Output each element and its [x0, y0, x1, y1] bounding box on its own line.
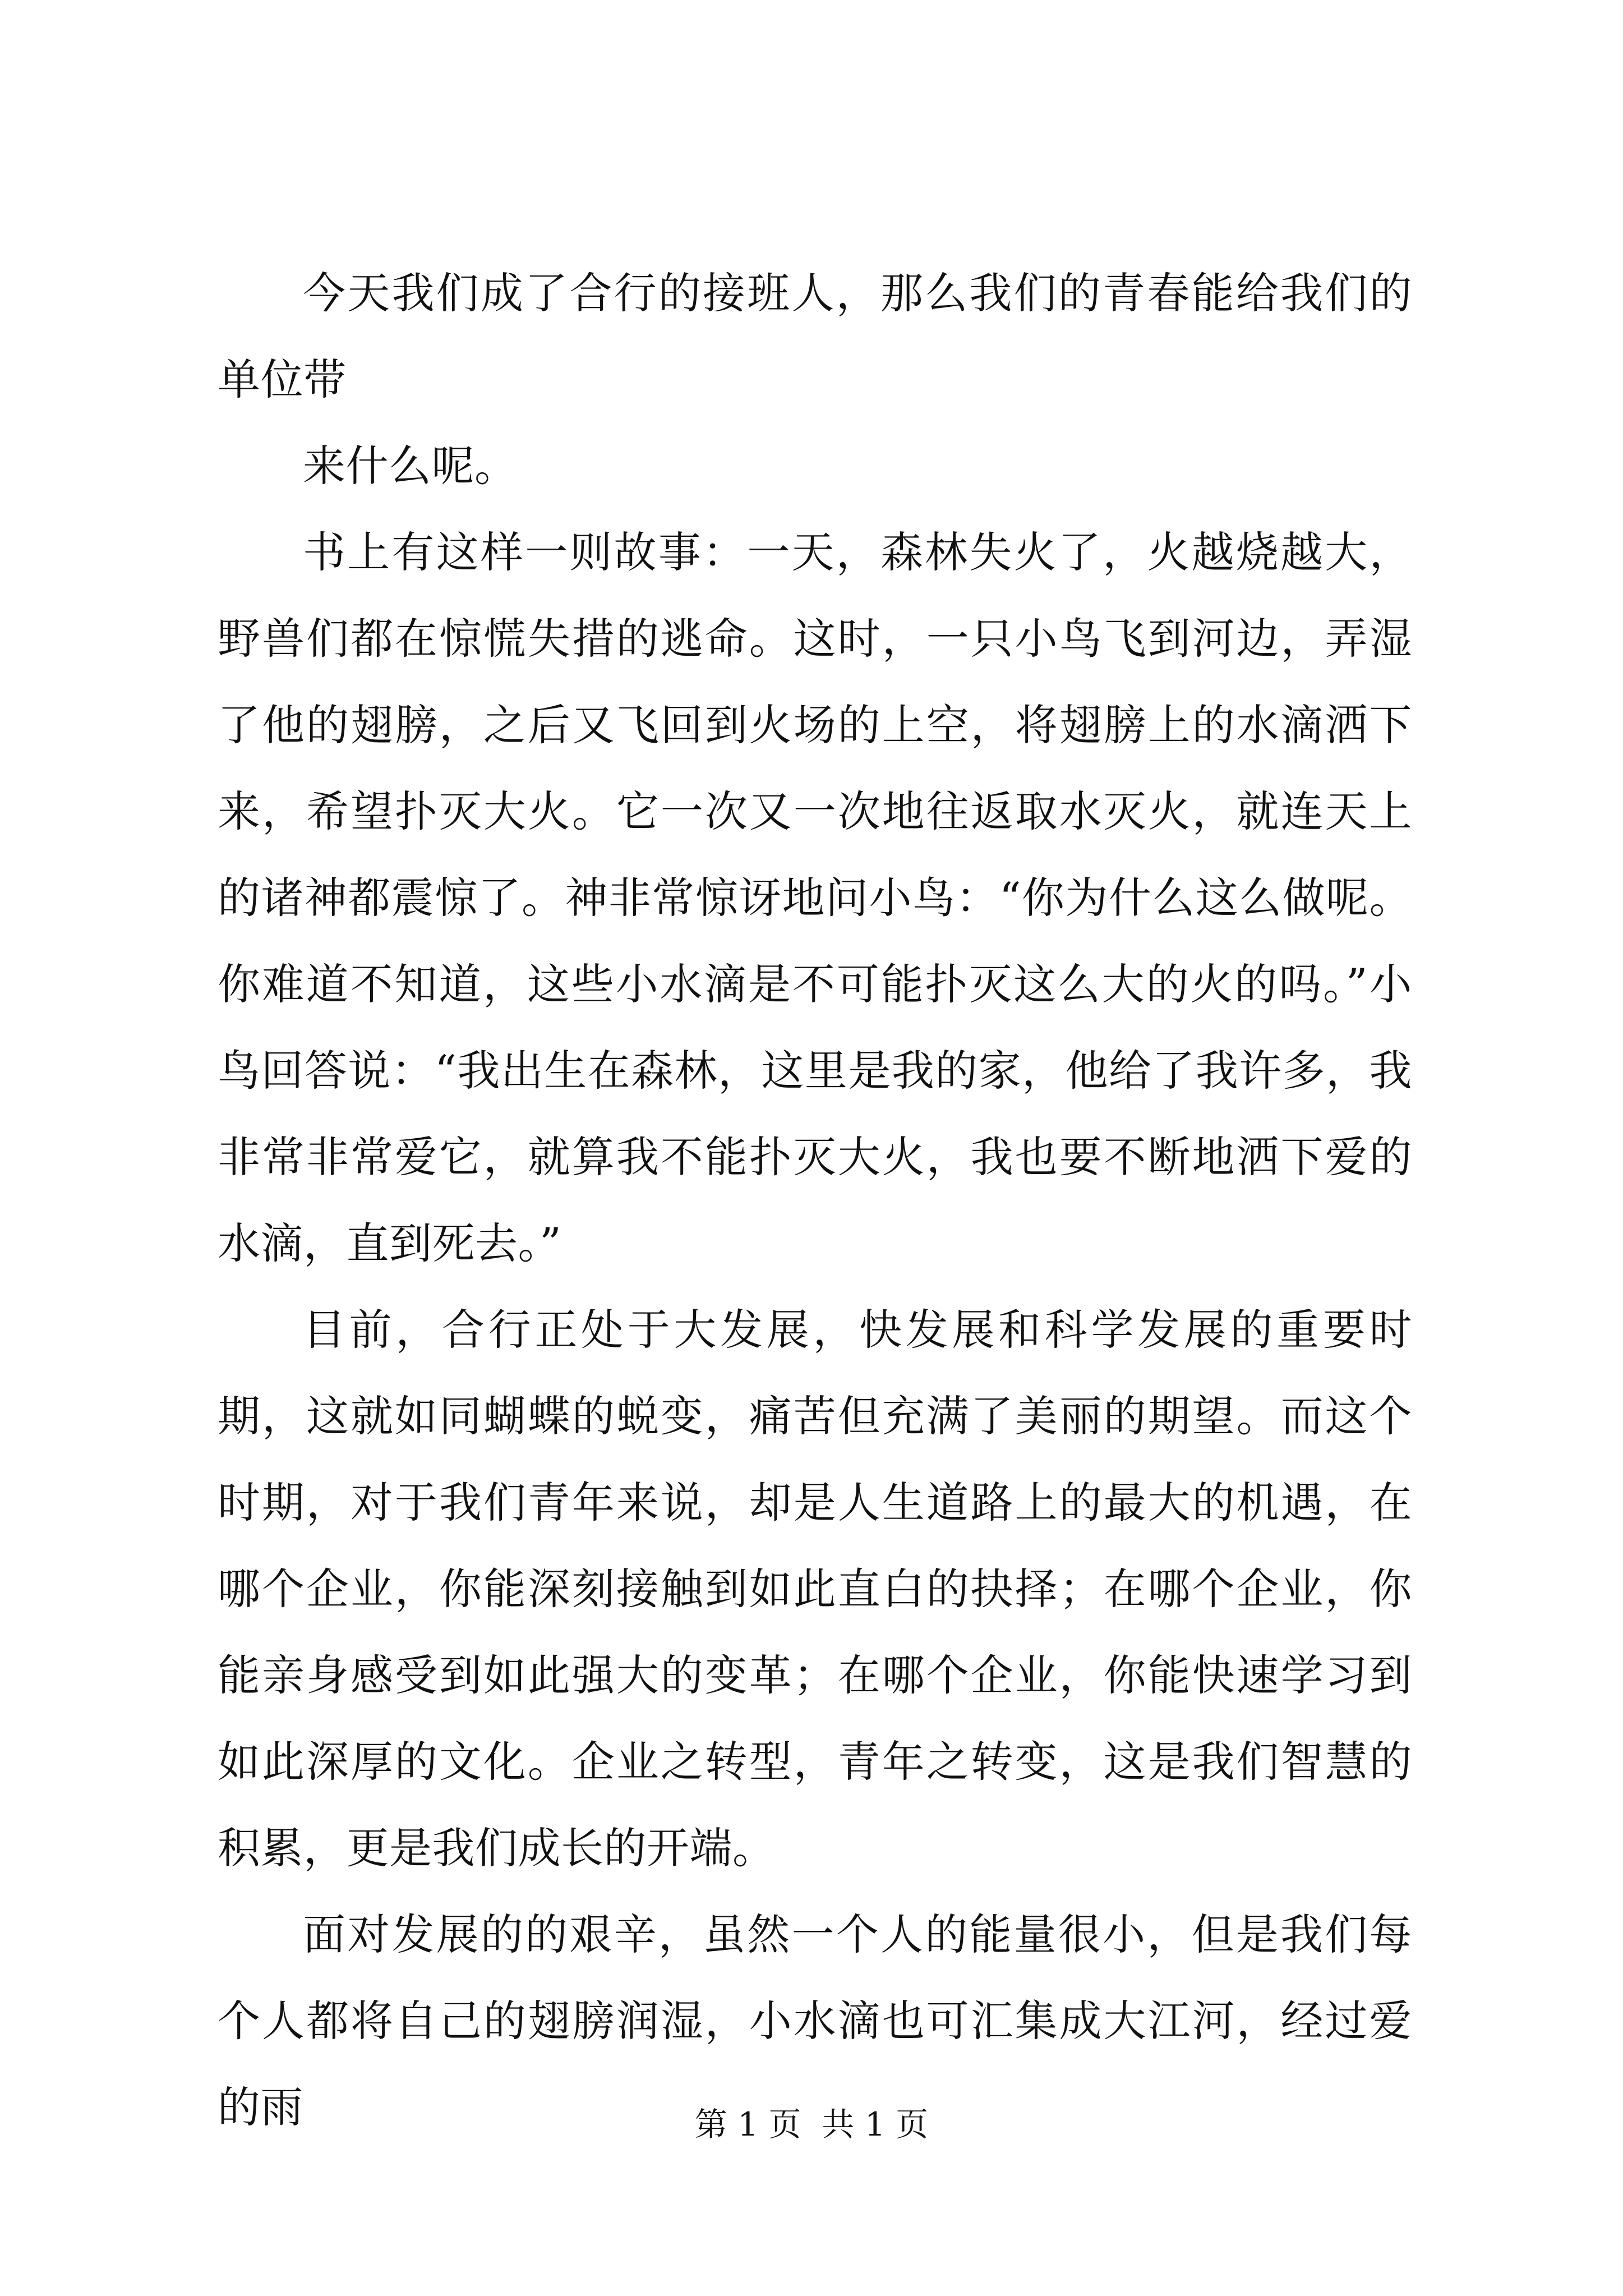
paragraph-3: 书上有这样一则故事：一天，森林失火了，火越烧越大，野兽们都在惊慌失措的逃命。这时，一只小鸟飞到河边，弄湿了他的翅膀，之后又飞回到火场的上空，将翅膀上的水滴洒下来，希望扑灭大火。它一次又一次地往返取水灭火，就连天上的诸神都震惊了。神非常惊讶地问小鸟：“你为什么这么做呢。你难道不知道，这些小水滴是不可能扑灭这么大的火的吗。”小鸟回答说：“我出生在森林，这里是我的家，他给了我许多，我非常非常爱它，就算我不能扑灭大火，我也要不断地洒下爱的水滴，直到死去。” — [218, 527, 1412, 1268]
paragraph-5: 面对发展的的艰辛，虽然一个人的能量很小，但是我们每个人都将自己的翅膀润湿，小水滴也可汇集成大江河，经过爱的雨 — [218, 1910, 1412, 2132]
paragraph-4: 目前，合行正处于大发展，快发展和科学发展的重要时期，这就如同蝴蝶的蜕变，痛苦但充满了美丽的期望。而这个时期，对于我们青年来说，却是人生道路上的最大的机遇，在哪个企业，你能深刻接触到如此直白的抉择；在哪个企业，你能亲身感受到如此强大的变革；在哪个企业，你能快速学习到如此深厚的文化。企业之转型，青年之转变，这是我们智慧的积累，更是我们成长的开端。 — [218, 1305, 1412, 1873]
paragraph-1: 今天我们成了合行的接班人，那么我们的青春能给我们的单位带 — [218, 268, 1412, 404]
document-body — [218, 250, 1412, 2151]
page-number-label: 第 1 页 共 1 页 — [694, 2105, 929, 2143]
page-footer — [0, 2105, 1623, 2144]
paragraph-2: 来什么呢。 — [303, 441, 518, 491]
